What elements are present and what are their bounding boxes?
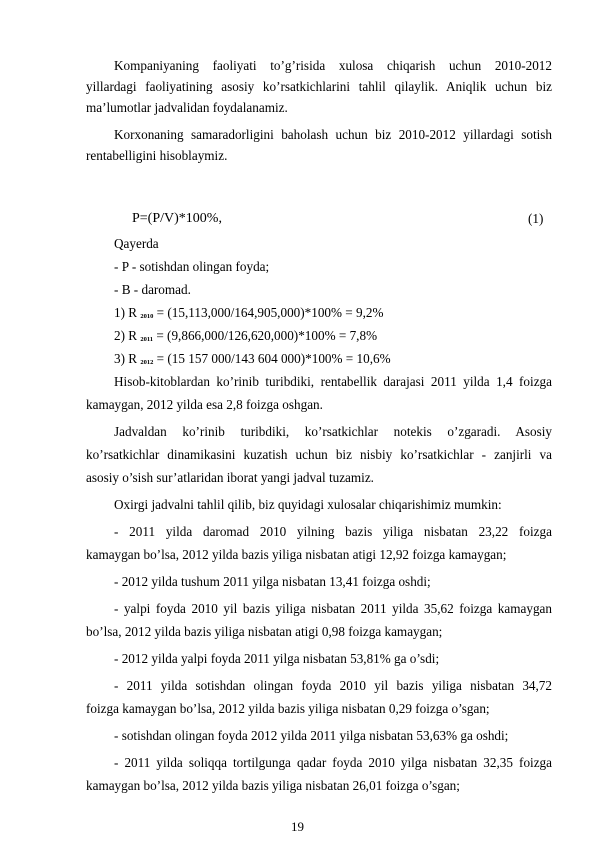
paragraph-4-line-2: ko’rsatkichlar dinamikasini kuzatish uchun biz nisbiy ko’rsatkichlar - zanjirli va <box>86 447 552 462</box>
paragraph-3-line-1: Hisob-kitoblardan ko’rinib turibdiki, rentabellik darajasi 2011 yilda 1,4 foizga <box>114 374 552 389</box>
paragraph-2-line-1: Korxonaning samaradorligini baholash uchun biz 2010-2012 yillardagi sotish <box>114 127 552 142</box>
formula-number: (1) <box>528 211 544 226</box>
bullet-3-line-2: bo’lsa, 2012 yilda bazis yiliga nisbatan atigi 0,98 foizga kamaygan; <box>86 624 443 639</box>
bullet-6-line-1: - sotishdan olingan foyda 2012 yilda 2011 yilga nisbatan 53,63% ga oshdi; <box>114 728 509 743</box>
where-label: Qayerda <box>114 236 159 251</box>
definition-p: - P - sotishdan olingan foyda; <box>114 259 270 274</box>
calculation-2010: 1) R $_{2010}$ = (15,113,000/164,905,000)*100% = 9,2% <box>114 305 384 320</box>
calculation-2012: 3) R $_{2012}$ = (15 157 000/143 604 000)*100% = 10,6% <box>114 351 391 366</box>
definition-v: - B - daromad. <box>114 282 191 297</box>
paragraph-3-line-2: kamaygan, 2012 yilda esa 2,8 foizga oshgan. <box>86 397 323 412</box>
bullet-2-line-1: - 2012 yilda tushum 2011 yilga nisbatan 13,41 foizga oshdi; <box>114 574 431 589</box>
bullet-5-line-2: foizga kamaygan bo’lsa, 2012 yilda bazis yiliga nisbatan 0,29 foizga o’sgan; <box>86 701 490 716</box>
bullet-4-line-1: - 2012 yilda yalpi foyda 2011 yilga nisbatan 53,81% ga o’sdi; <box>114 651 440 666</box>
paragraph-1-line-1: Kompaniyaning faoliyati to’g’risida xulosa chiqarish uchun 2010-2012 <box>114 58 552 73</box>
bullet-7-line-1: - 2011 yilda soliqqa tortilgunga qadar foyda 2010 yilga nisbatan 32,35 foizga <box>114 755 552 770</box>
page-number: 19 <box>291 819 304 834</box>
bullet-3-line-1: - yalpi foyda 2010 yil bazis yiliga nisbatan 2011 yilda 35,62 foizga kamaygan <box>114 601 552 616</box>
paragraph-4-line-3: asosiy o’sish sur’atlaridan iborat yangi jadval tuzamiz. <box>86 470 374 485</box>
formula: P=(P/V)*100%, <box>132 211 222 226</box>
bullet-1-line-1: - 2011 yilda daromad 2010 yilning bazis yiliga nisbatan 23,22 foizga <box>114 524 552 539</box>
bullet-7-line-2: kamaygan bo’lsa, 2012 yilda bazis yiliga nisbatan 26,01 foizga o’sgan; <box>86 778 460 793</box>
paragraph-4-line-1: Jadvaldan ko’rinib turibdiki, ko’rsatkichlar notekis o’zgaradi. Asosiy <box>114 424 552 439</box>
paragraph-2-line-2: rentabelligini hisoblaymiz. <box>86 148 228 163</box>
bullet-5-line-1: - 2011 yilda sotishdan olingan foyda 2010 yil bazis yiliga nisbatan 34,72 <box>114 678 552 693</box>
bullet-1-line-2: kamaygan bo’lsa, 2012 yilda bazis yiliga nisbatan atigi 12,92 foizga kamaygan; <box>86 547 507 562</box>
paragraph-1-line-2: yillardagi faoliyatining asosiy ko’rsatkichlarini tahlil qilaylik. Aniqlik uchun biz <box>86 79 552 94</box>
paragraph-1-line-3: ma’lumotlar jadvalidan foydalanamiz. <box>86 100 288 115</box>
paragraph-5-line-1: Oxirgi jadvalni tahlil qilib, biz quyidagi xulosalar chiqarishimiz mumkin: <box>114 497 502 512</box>
calculation-2011: 2) R $_{2011}$ = (9,866,000/126,620,000)*100% = 7,8% <box>114 328 378 343</box>
